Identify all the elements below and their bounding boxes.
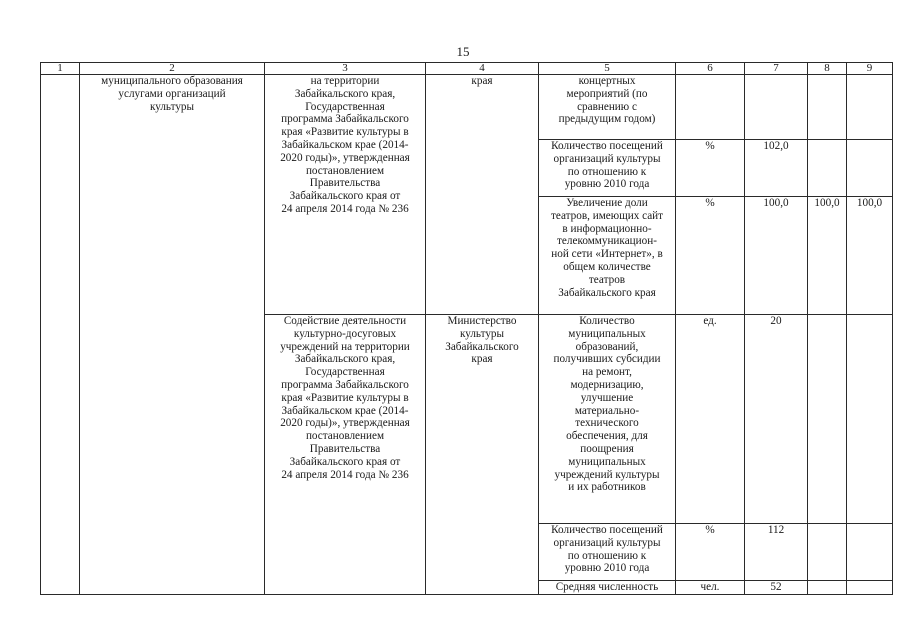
indicator-cell: концертных мероприятий (по сравнению с предыдущим годом)	[539, 75, 676, 140]
value-cell-col8	[808, 140, 847, 197]
measure-cell-2: Содействие деятельности культурно-досуговых учреждений на территории Забайкальского края, Государственная программа Забайкальского края «Развитие культуры в Забайкальском крае (2014- 2020 годы)», утвержденная постановлением Правительства Забайкальского края от 24 апреля 2014 года № 236	[265, 315, 426, 595]
value-cell-col8	[808, 75, 847, 140]
header-cell-5: 5	[539, 63, 676, 75]
header-cell-3: 3	[265, 63, 426, 75]
indicator-cell: Увеличение доли театров, имеющих сайт в информационно- телекоммуникацион- ной сети «Интернет», в общем количестве театров Забайкальского края	[539, 197, 676, 315]
value-cell-col7: 52	[745, 581, 808, 595]
value-cell-col8	[808, 315, 847, 524]
value-cell-col9	[847, 315, 893, 524]
unit-cell: чел.	[676, 581, 745, 595]
target-description-cell: муниципального образования услугами организаций культуры	[80, 75, 265, 595]
value-cell-col9	[847, 75, 893, 140]
program-indicators-table	[40, 62, 893, 595]
value-cell-col7: 102,0	[745, 140, 808, 197]
value-cell-col9	[847, 524, 893, 581]
table-row	[41, 75, 893, 140]
indicator-cell: Количество посещений организаций культуры по отношению к уровню 2010 года	[539, 140, 676, 197]
executor-cell-1: края	[426, 75, 539, 315]
unit-cell: ед.	[676, 315, 745, 524]
value-cell-col8	[808, 581, 847, 595]
value-cell-col7: 112	[745, 524, 808, 581]
indicator-cell: Количество посещений организаций культуры по отношению к уровню 2010 года	[539, 524, 676, 581]
header-cell-6: 6	[676, 63, 745, 75]
value-cell-col9: 100,0	[847, 197, 893, 315]
header-cell-2: 2	[80, 63, 265, 75]
measure-cell-1: на территории Забайкальского края, Государственная программа Забайкальского края «Развитие культуры в Забайкальском крае (2014- 2020 годы)», утвержденная постановлением Правительства Забайкальского края от 24 апреля 2014 года № 236	[265, 75, 426, 315]
executor-cell-2: Министерство культуры Забайкальского края	[426, 315, 539, 595]
indicator-cell: Количество муниципальных образований, получивших субсидии на ремонт, модернизацию, улучшение материально- технического обеспечения, для поощрения муниципальных учреждений культуры и их работников	[539, 315, 676, 524]
page-number: 15	[456, 44, 470, 59]
unit-cell	[676, 75, 745, 140]
header-cell-7: 7	[745, 63, 808, 75]
indicator-cell: Средняя численность	[539, 581, 676, 595]
header-cell-9: 9	[847, 63, 893, 75]
column-numbers-row	[41, 63, 893, 75]
value-cell-col9	[847, 140, 893, 197]
unit-cell: %	[676, 524, 745, 581]
value-cell-col7: 20	[745, 315, 808, 524]
header-cell-1: 1	[41, 63, 80, 75]
value-cell-col9	[847, 581, 893, 595]
value-cell-col8: 100,0	[808, 197, 847, 315]
row-number-cell	[41, 75, 80, 595]
value-cell-col8	[808, 524, 847, 581]
header-cell-4: 4	[426, 63, 539, 75]
value-cell-col7: 100,0	[745, 197, 808, 315]
value-cell-col7	[745, 75, 808, 140]
unit-cell: %	[676, 140, 745, 197]
unit-cell: %	[676, 197, 745, 315]
header-cell-8: 8	[808, 63, 847, 75]
